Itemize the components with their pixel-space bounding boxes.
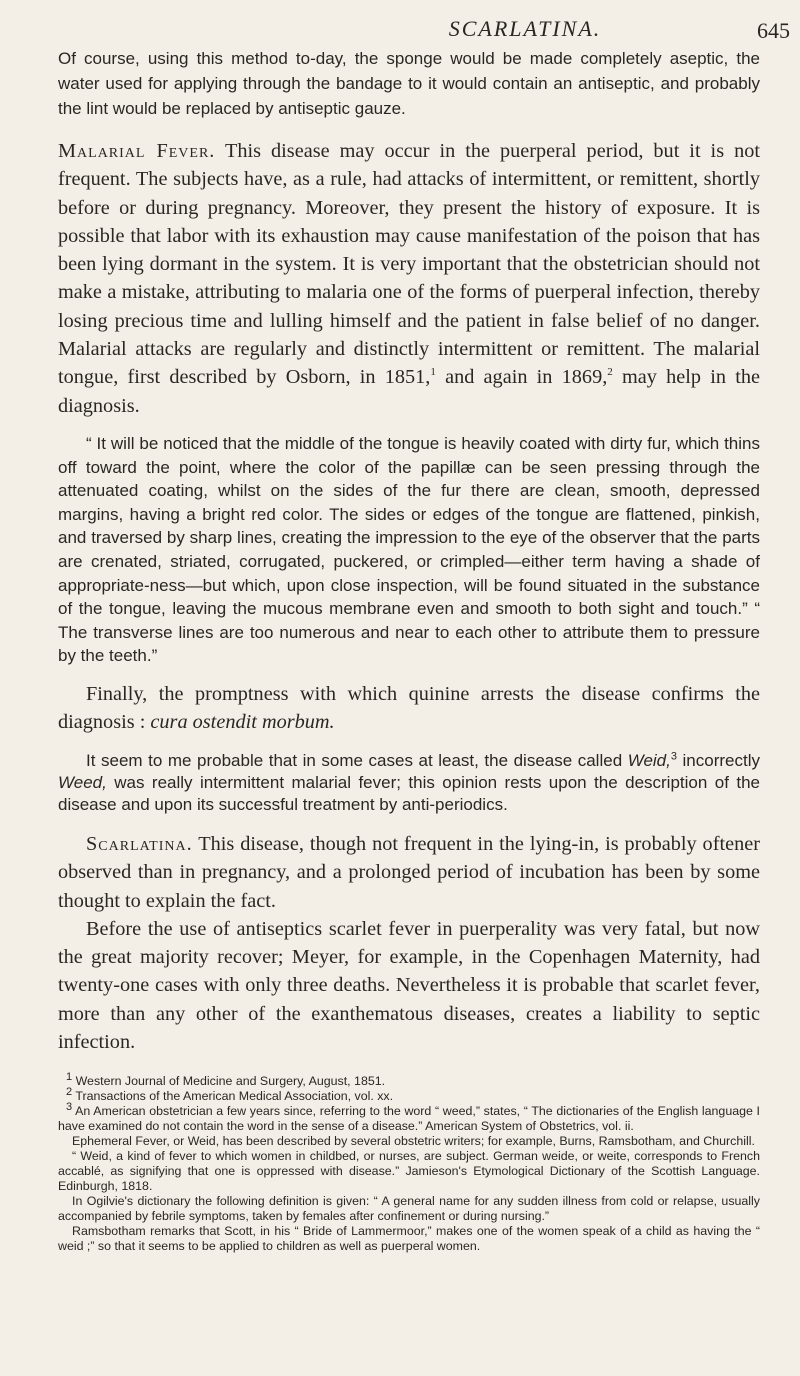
quinine-paragraph: [58, 680, 760, 736]
footnote-3-continued-3: In Ogilvie's dictionary the following definition is given: “ A general name for any sudden illness from cold or relapse, usually accompanied by febrile symptoms, taken by females after confinement or during nursing.”: [58, 1194, 760, 1224]
footnote-2: [58, 1086, 760, 1104]
intro-paragraph: Of course, using this method to-day, the sponge would be made completely aseptic, the water used for applying through the bandage to it would contain an antiseptic, and probably the lint would be replaced by antiseptic gauze.: [58, 49, 760, 118]
weed-term: Weed,: [58, 772, 107, 792]
footnote-3-text: An American obstetrician a few years since, referring to the word “ weed,” states, “ The dictionaries of the English language I have examined do not contain the word in the sense of a disease.” American System of Obstetrics, vol. ii.: [58, 1104, 760, 1134]
footnote-3-continued-4: Ramsbotham remarks that Scott, in his “ Bride of Lammermoor,” makes one of the women speak of a child as having the “ weid ;” so that it seems to be applied to children as well as puerperal women.: [58, 1224, 760, 1254]
page-body: [58, 46, 760, 1254]
footnote-3-number: 3: [66, 1101, 73, 1114]
running-head: SCARLATINA.: [448, 16, 602, 41]
page-number: 645: [757, 18, 790, 43]
footnote-2-number: 2: [66, 1086, 73, 1099]
weid-text-2: incorrectly: [676, 750, 760, 770]
scarlatina-paragraph-2: Before the use of antiseptics scarlet fever in puerperality was very fatal, but now the great majority recover; Meyer, for example, in the Copenhagen Maternity, had twenty-one cases with only three deaths. Nevertheless it is probable that scarlet fever, more than any other of the exanthematous diseases, creates a liability to septic infection.: [58, 917, 760, 1053]
footnote-ref-3: 3: [670, 750, 677, 763]
footnote-3-continued-2: “ Weid, a kind of fever to which women in childbed, or nurses, are subject. German weide, or weite, corresponds to French accablé, as signifying that one is oppressed with disease.” Jamieson's Etymological Dictionary of the Scottish Language. Edinburgh, 1818.: [58, 1149, 760, 1194]
footnote-1-text: Western Journal of Medicine and Surgery, August, 1851.: [75, 1074, 386, 1089]
weid-term: Weid,: [627, 750, 671, 770]
footnote-3-continued-1: Ephemeral Fever, or Weid, has been described by several obstetric writers; for example, Burns, Ramsbotham, and Churchill.: [72, 1134, 755, 1149]
scarlatina-heading: Scarlatina.: [86, 832, 193, 855]
quinine-latin: cura ostendit morbum.: [150, 710, 335, 733]
weid-paragraph: [58, 750, 760, 816]
scarlatina-paragraph: [58, 830, 760, 915]
footnote-ref-2: 2: [607, 366, 613, 379]
tongue-quote: “ It will be noticed that the middle of the tongue is heavily coated with dirty fur, which thins off toward the point, where the color of the papillæ can be seen pressing through the attenuated coating, whilst on the sides of the fur there are clean, smooth, depressed margins, having a bright red color. The sides or edges of the tongue are flattened, pinkish, and traversed by sharp lines, creating the impression to the eye of the observer that the parts are crenated, striated, corrugated, puckered, or crimpled—either term having a shade of appropriate-ness—but which, upon close inspection, will be found situated in the substance of the tongue, leaving the mucous membrane even and smooth to both sight and touch.” “ The transverse lines are too numerous and near to each other to attribute them to pressure by the teeth.”: [58, 433, 760, 666]
malaria-text-2: and again in 1869,: [435, 366, 608, 389]
malaria-text-1: This disease may occur in the puerperal period, but it is not frequent. The subjects have, as a rule, had attacks of intermittent, or remittent, shortly before or during pregnancy. Moreover, they present the history of exposure. It is possible that labor with its exhaustion may cause manifestation of the poison that has been lying dormant in the system. It is very important that the obstetrician should not make a mistake, attributing to malaria one of the forms of puerperal infection, thereby losing precious time and lulling himself and the patient in false belief of no danger. Malarial attacks are regularly and distinctly intermittent or remittent. The malarial tongue, first described by Osborn, in 1851,: [58, 140, 760, 389]
footnote-ref-1: 1: [430, 366, 436, 379]
footnote-3: [58, 1101, 760, 1134]
footnote-1: [58, 1071, 760, 1089]
malarial-fever-paragraph: [58, 137, 760, 420]
quinine-text: Finally, the promptness with which quinine arrests the disease confirms the diagnosis :: [58, 682, 760, 733]
footnote-2-text: Transactions of the American Medical Association, vol. xx.: [75, 1089, 394, 1104]
scarlatina-text-1: This disease, though not frequent in the lying-in, is probably oftener observed than in pregnancy, and a prolonged period of incubation has been by some thought to explain the fact.: [58, 832, 760, 912]
malarial-fever-heading: Malarial Fever.: [58, 140, 216, 162]
weid-text-1: It seem to me probable that in some cases at least, the disease called: [86, 750, 628, 770]
footnote-1-number: 1: [66, 1071, 73, 1084]
malaria-text-3: may help in the diagnosis.: [58, 366, 761, 417]
page-header: [0, 8, 800, 48]
weid-text-3: was really intermittent malarial fever; this opinion rests upon the description of the disease and upon its successful treatment by anti-periodics.: [58, 772, 760, 814]
footnotes: [58, 1071, 760, 1254]
